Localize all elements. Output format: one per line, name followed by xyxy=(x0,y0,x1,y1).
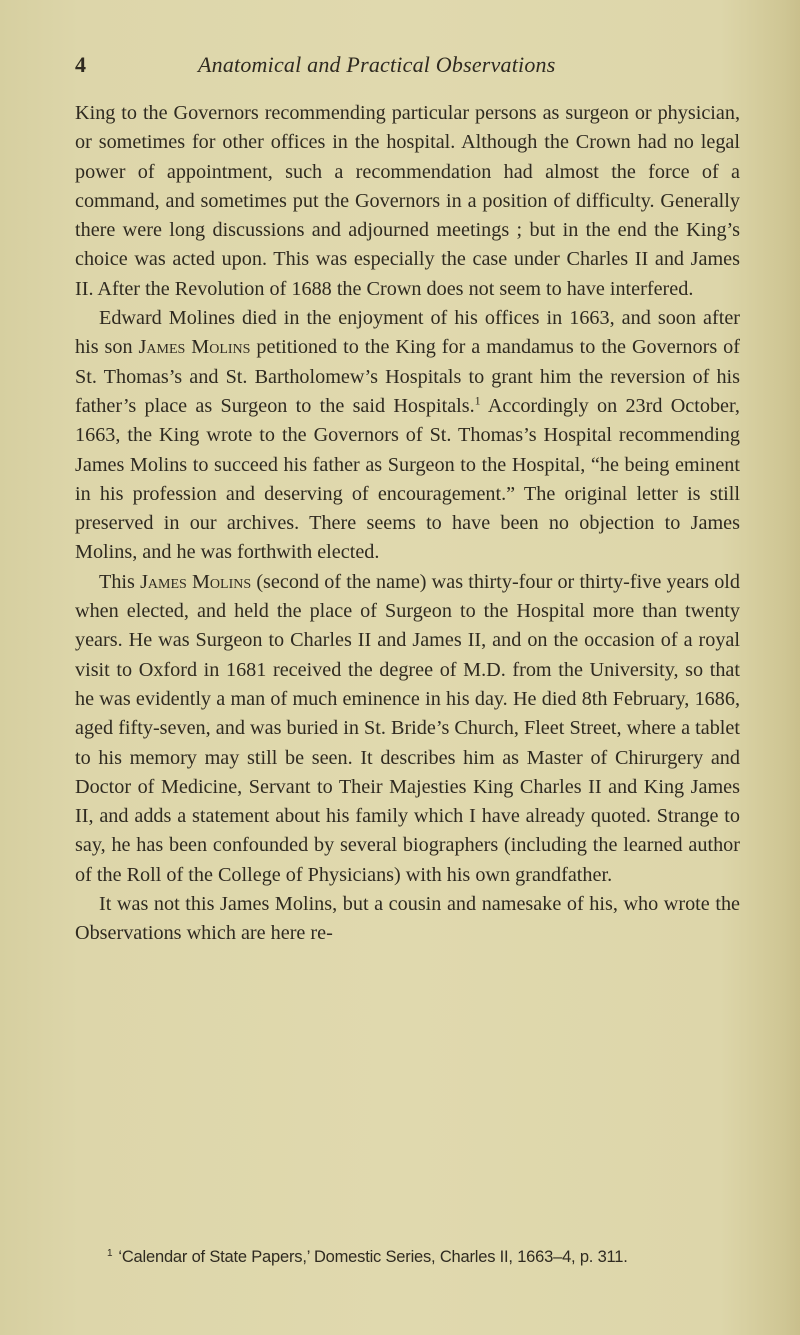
paragraph-2-text-c: Accordingly on 23rd October, 1663, the King wrote to the Governors of St. Thomas’s Hospital recommending James Molins to succeed his father as Surgeon to the Hospital, “he being eminent in his profession and deserving of encouragement.” The original letter is still preserved in our archives. There seems to have been no objection to James Molins, and he was forthwith elected. xyxy=(75,394,740,564)
running-head xyxy=(75,52,740,82)
paragraph-3-text-a: This xyxy=(99,570,141,593)
paragraph-4 xyxy=(75,890,740,949)
paragraph-2 xyxy=(75,304,740,568)
body-text xyxy=(75,99,740,949)
footnote xyxy=(107,1246,747,1268)
paragraph-3-text-b: (second of the name) was thirty-four or thirty-five years old when elected, and held the place of Surgeon to the Hospital more than twenty years. He was Surgeon to Charles II and James II, and on the occasion of a royal visit to Oxford in 1681 received the degree of M.D. from the University, so that he was evidently a man of much eminence in his day. He died 8th February, 1686, aged fifty-seven, and was buried in St. Bride’s Church, Fleet Street, where a tablet to his memory may still be seen. It describes him as Master of Chirurgery and Doctor of Medicine, Servant to Their Majesties King Charles II and King James II, and adds a statement about his family which I have already quoted. Strange to say, he has been confounded by several biographers (including the learned author of the Roll of the College of Physicians) with his own grandfather. xyxy=(75,570,740,886)
paragraph-1 xyxy=(75,99,740,304)
page-number: 4 xyxy=(75,52,86,77)
footnote-text: ‘Calendar of State Papers,’ Domestic Series, Charles II, 1663–4, p. 311. xyxy=(118,1248,628,1266)
running-title: Anatomical and Practical Observations xyxy=(198,52,556,77)
person-name-james-molins: James Molins xyxy=(140,570,252,593)
person-name-james-molins: James Molins xyxy=(138,336,251,359)
paragraph-1-text: King to the Governors recommending particular persons as surgeon or physician, or sometimes for other offices in the hospital. Although the Crown had no legal power of appointment, such a recommendation had almost the force of a command, and sometimes put the Governors in a position of difficulty. Generally there were long discussions and adjourned meetings ; but in the end the King’s choice was acted upon. This was especially the case under Charles II and James II. After the Revolution of 1688 the Crown does not seem to have interfered. xyxy=(75,102,740,300)
paragraph-4-text: It was not this James Molins, but a cousin and namesake of his, who wrote the Observations which are here re- xyxy=(75,893,740,945)
footnote-marker: 1 xyxy=(107,1247,113,1259)
footnote-reference[interactable]: 1 xyxy=(474,393,481,408)
paragraph-2-text-a: Edward Molines died in the enjoyment of his offices in 1663, and soon after his son xyxy=(75,307,740,359)
paragraph-2-text-b: petitioned to the King for a mandamus to the Governors of St. Thomas’s and St. Bartholomew’s Hospitals to grant him the reversion of his father’s place as Surgeon to the said Hospitals. xyxy=(75,336,740,417)
paragraph-3 xyxy=(75,568,740,890)
